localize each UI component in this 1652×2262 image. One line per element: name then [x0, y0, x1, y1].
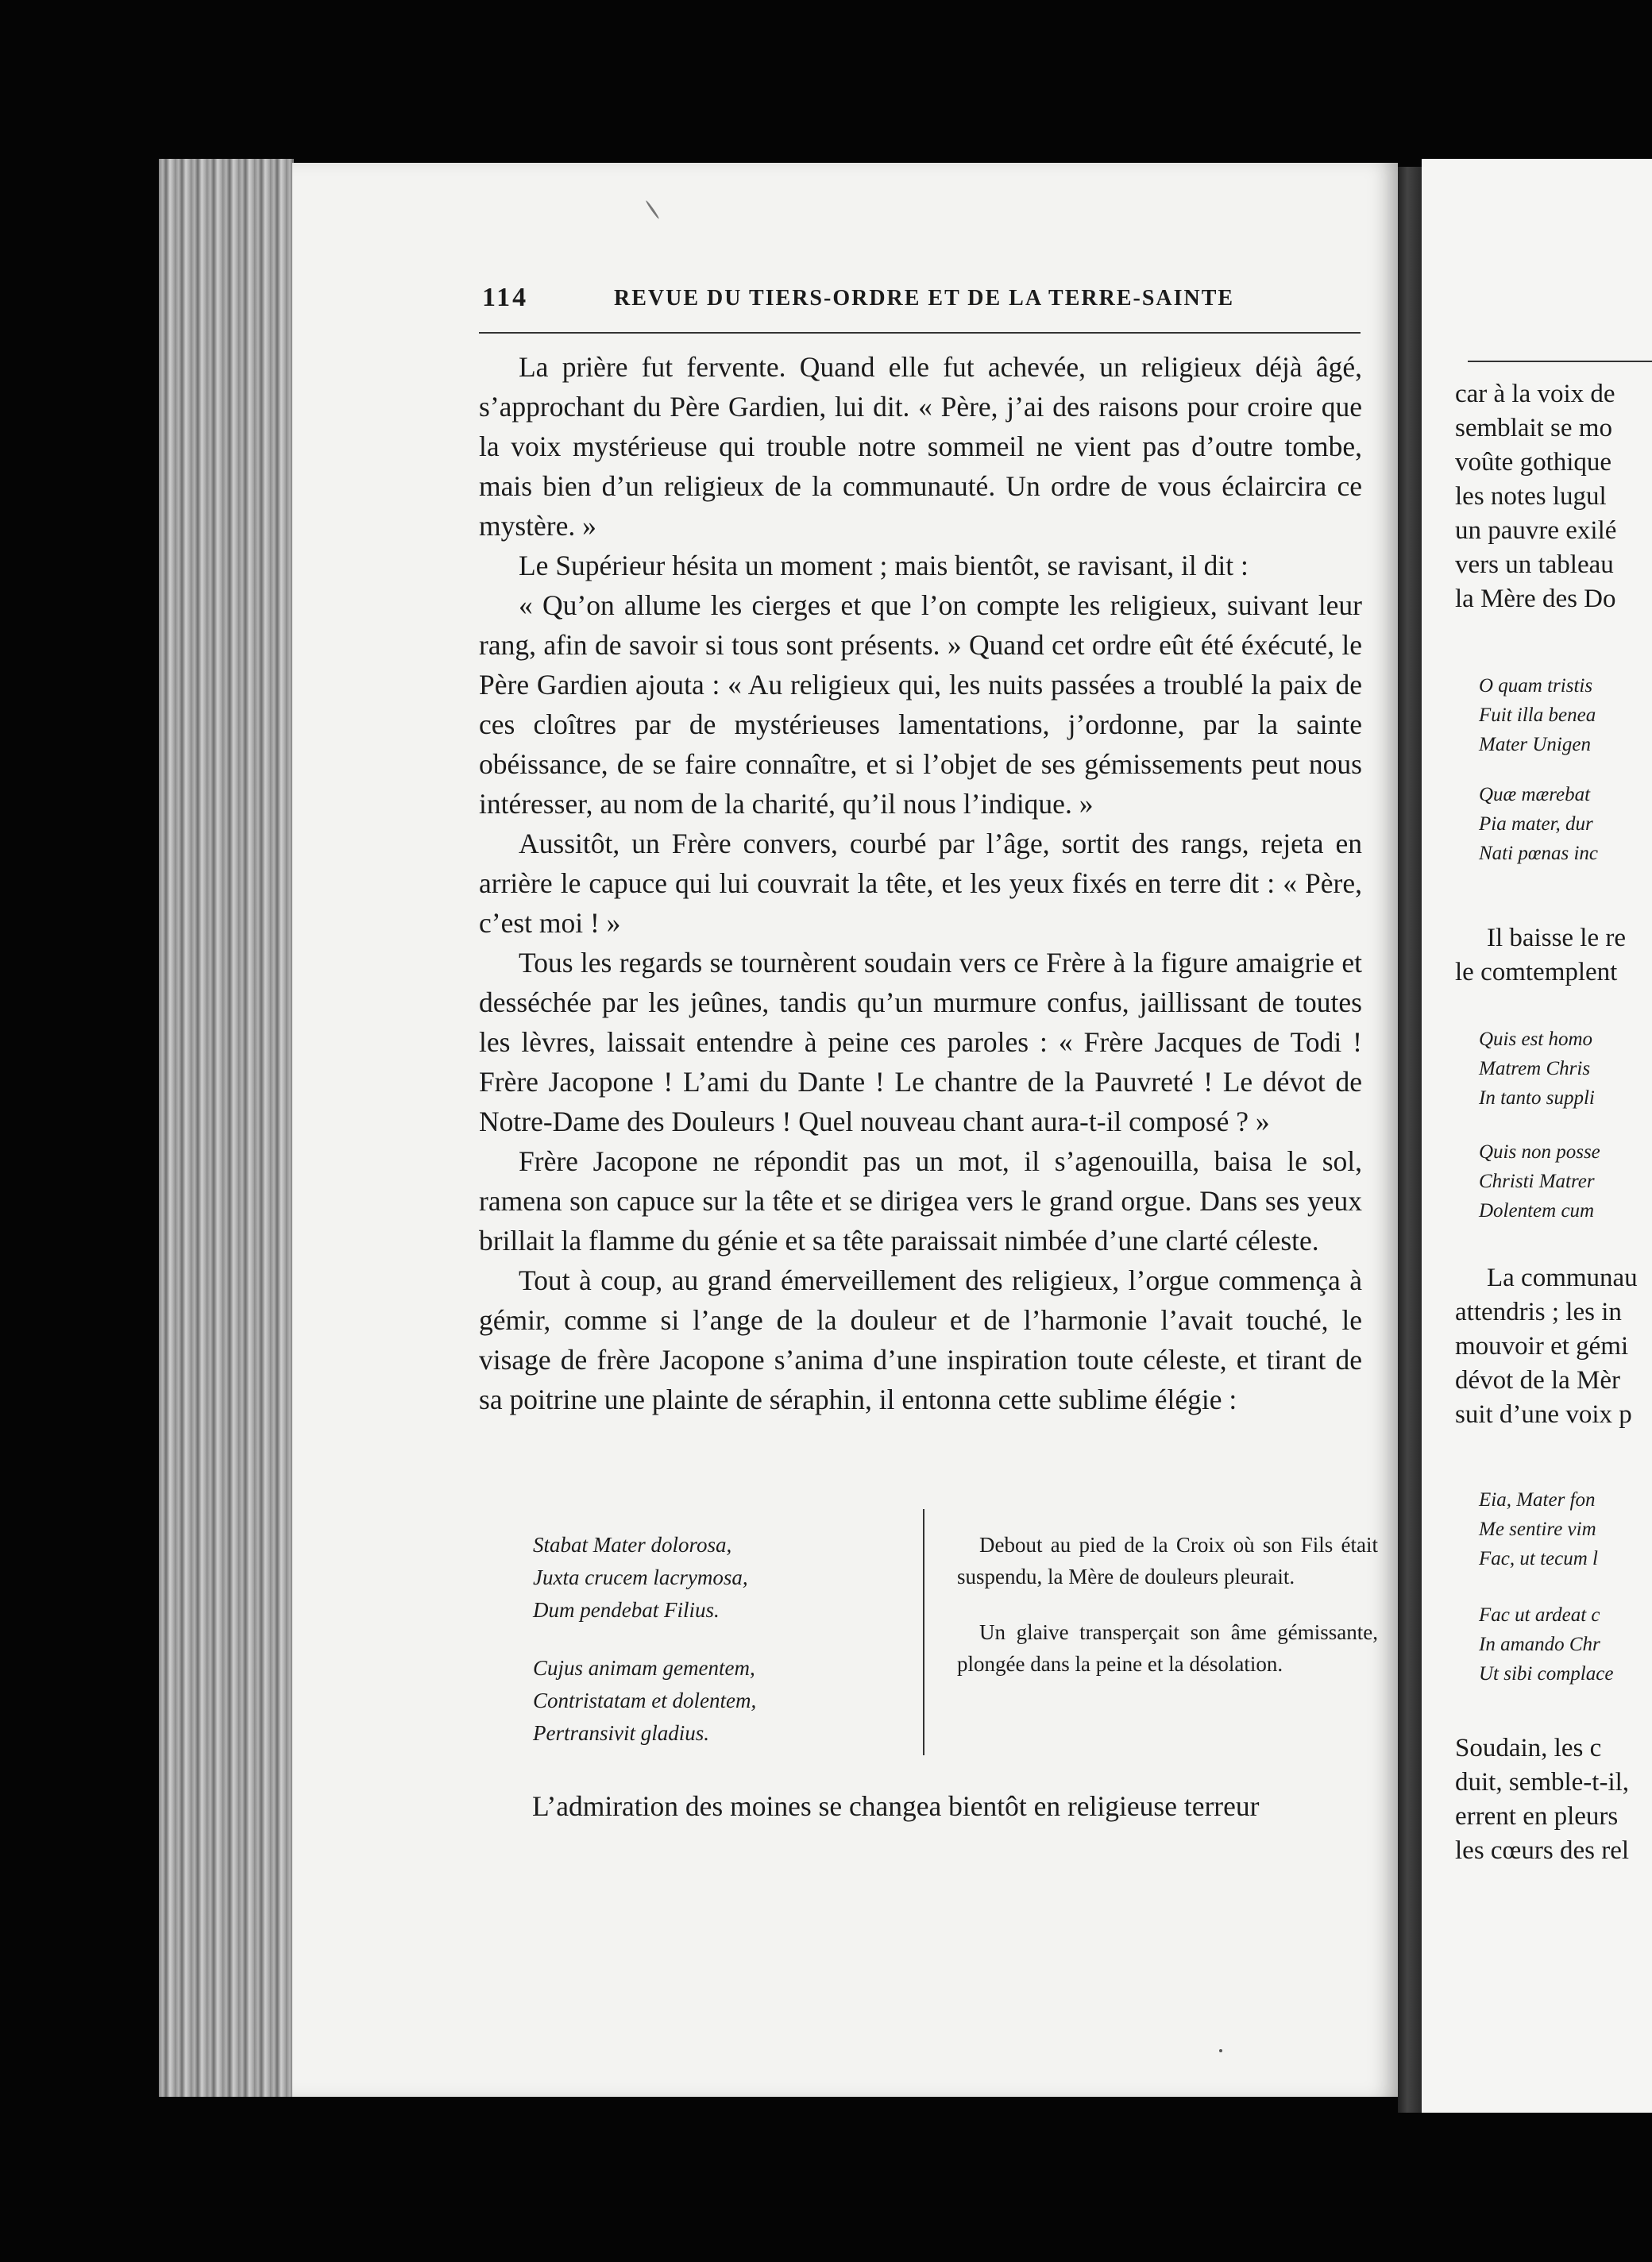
text-line: car à la voix de	[1455, 380, 1615, 408]
verse-line: Pertransivit gladius.	[533, 1721, 709, 1745]
text-line: un pauvre exilé	[1455, 516, 1617, 545]
paragraph: Tout à coup, au grand émerveillement des religieux, l’orgue commença à gémir, comme si l’ange de la douleur et de l’harmonie l’avait touché, le visage de frère Jacopone s’anima d’une inspiration toute céleste, et tirant de sa poitrine une plainte de séraphin, il entonna cette sublime élégie :	[479, 1264, 1362, 1415]
text-line: semblait se mo	[1455, 414, 1612, 442]
text-line: dévot de la Mèr	[1455, 1366, 1621, 1395]
text-line: La communau	[1487, 1264, 1638, 1292]
verse-line: Nati pœnas inc	[1479, 843, 1599, 864]
right-verse	[1455, 671, 1652, 759]
text-line: les cœurs des rel	[1455, 1836, 1630, 1865]
verse-line: Cujus animam gementem,	[533, 1656, 755, 1680]
right-verse	[1455, 780, 1652, 868]
text-line: Soudain, les c	[1455, 1734, 1602, 1762]
verse-line: O quam tristis	[1479, 675, 1593, 697]
text-line: les notes lugul	[1455, 482, 1607, 511]
body-text	[479, 347, 1362, 1419]
right-text-block	[1455, 377, 1652, 616]
right-text-block	[1455, 1261, 1652, 1432]
right-verse	[1455, 1600, 1652, 1689]
header-rule	[479, 332, 1361, 334]
text-line: suit d’une voix p	[1455, 1400, 1632, 1429]
verse-line: Fuit illa benea	[1479, 704, 1596, 726]
book-gutter	[1398, 167, 1422, 2113]
running-title: REVUE DU TIERS-ORDRE ET DE LA TERRE-SAINTE	[614, 286, 1235, 311]
verse-line: Fac, ut tecum l	[1479, 1548, 1598, 1569]
verse-line: Pia mater, dur	[1479, 813, 1593, 835]
text-line: la Mère des Do	[1455, 585, 1616, 613]
latin-stanza	[533, 1652, 906, 1750]
right-text-block	[1455, 921, 1652, 990]
right-verse	[1455, 1485, 1652, 1573]
verse-line: In amando Chr	[1479, 1634, 1600, 1655]
translation-stanza: Debout au pied de la Croix où son Fils était suspendu, la Mère de douleurs pleurait.	[957, 1533, 1378, 1588]
verse-line: Contristatam et dolentem,	[533, 1689, 757, 1712]
text-line: le comtemplent	[1455, 958, 1618, 986]
right-header-rule	[1468, 361, 1652, 362]
latin-verse	[533, 1529, 906, 1775]
verse-line: Mater Unigen	[1479, 734, 1591, 755]
verse-line: Dolentem cum	[1479, 1200, 1595, 1222]
translation-stanza: Un glaive transperçait son âme gémissante, plongée dans la peine et la désolation.	[957, 1620, 1378, 1676]
verse-line: Dum pendebat Filius.	[533, 1598, 720, 1622]
verse-line: Eia, Mater fon	[1479, 1489, 1596, 1511]
page-edges	[159, 159, 294, 2097]
verse-line: Quis est homo	[1479, 1029, 1593, 1050]
text-line: errent en pleurs	[1455, 1802, 1619, 1831]
right-verse	[1455, 1137, 1652, 1226]
verse-line: Quis non posse	[1479, 1141, 1600, 1163]
verse-line: Christi Matrer	[1479, 1171, 1595, 1192]
paragraph: La prière fut fervente. Quand elle fut achevée, un religieux déjà âgé, s’approchant du Père Gardien, lui dit. « Père, j’ai des raisons pour croire que la voix mystérieuse qui trouble notre sommeil ne vient pas d’outre tombe, mais bien d’un religieux de la communauté. Un ordre de vous éclaircira ce mystère. »	[479, 351, 1362, 542]
paragraph: « Qu’on allume les cierges et que l’on compte les religieux, suivant leur rang, afin de savoir si tous sont présents. » Quand cet ordre eût été éxécuté, le Père Gardien ajouta : « Au religieux qui, les nuits passées a troublé la paix de ces cloîtres par de mystérieuses lamentations, j’ordonne, par la sainte obéissance, de se faire connaître, et si l’objet de ses gémissements peut nous intéresser, au nom de la charité, qu’il nous l’indique. »	[479, 589, 1362, 820]
french-translation	[957, 1529, 1378, 1704]
verse-line: Matrem Chris	[1479, 1058, 1591, 1079]
paragraph: Le Supérieur hésita un moment ; mais bientôt, se ravisant, il dit :	[519, 550, 1249, 581]
verse-line: Ut sibi complace	[1479, 1663, 1614, 1685]
verse-line: Stabat Mater dolorosa,	[533, 1533, 732, 1557]
scan-speck	[1219, 2049, 1222, 2052]
page-number: 114	[482, 283, 529, 312]
running-head	[482, 283, 1356, 322]
verse-line: Fac ut ardeat c	[1479, 1604, 1600, 1626]
verse-line: Juxta crucem lacrymosa,	[533, 1565, 748, 1589]
text-line: vers un tableau	[1455, 550, 1614, 579]
text-line: Il baisse le re	[1487, 924, 1627, 952]
paragraph: Frère Jacopone ne répondit pas un mot, il s’agenouilla, baisa le sol, ramena son capuce sur la tête et se dirigea vers le grand orgue. Dans ses yeux brillait la flamme du génie et sa tête paraissait nimbée d’une clarté céleste.	[479, 1145, 1362, 1256]
right-text-block	[1455, 1731, 1652, 1868]
column-divider	[923, 1509, 924, 1755]
verse-line: In tanto suppli	[1479, 1087, 1595, 1109]
text-line: voûte gothique	[1455, 448, 1612, 477]
verse-line: Me sentire vim	[1479, 1519, 1596, 1540]
latin-stanza	[533, 1529, 906, 1627]
text-line: duit, semble-t-il,	[1455, 1768, 1630, 1797]
text-line: attendris ; les in	[1455, 1298, 1622, 1326]
closing-line: L’admiration des moines se changea bientôt en religieuse terreur	[532, 1790, 1260, 1822]
paragraph: Aussitôt, un Frère convers, courbé par l’âge, sortit des rangs, rejeta en arrière le capuce qui lui couvrait la tête, et les yeux fixés en terre dit : « Père, c’est moi ! »	[479, 828, 1362, 939]
paragraph: Tous les regards se tournèrent soudain vers ce Frère à la figure amaigrie et desséchée par les jeûnes, tandis qu’un murmure confus, jaillissant de toutes les lèvres, laissait entendre à peine ces paroles : « Frère Jacques de Todi ! Frère Jacopone ! L’ami du Dante ! Le chantre de la Pauvreté ! Le dévot de Notre-Dame des Douleurs ! Quel nouveau chant aura-t-il composé ? »	[479, 947, 1362, 1137]
verse-line: Quæ mærebat	[1479, 784, 1591, 805]
right-verse	[1455, 1025, 1652, 1113]
text-line: mouvoir et gémi	[1455, 1332, 1629, 1361]
